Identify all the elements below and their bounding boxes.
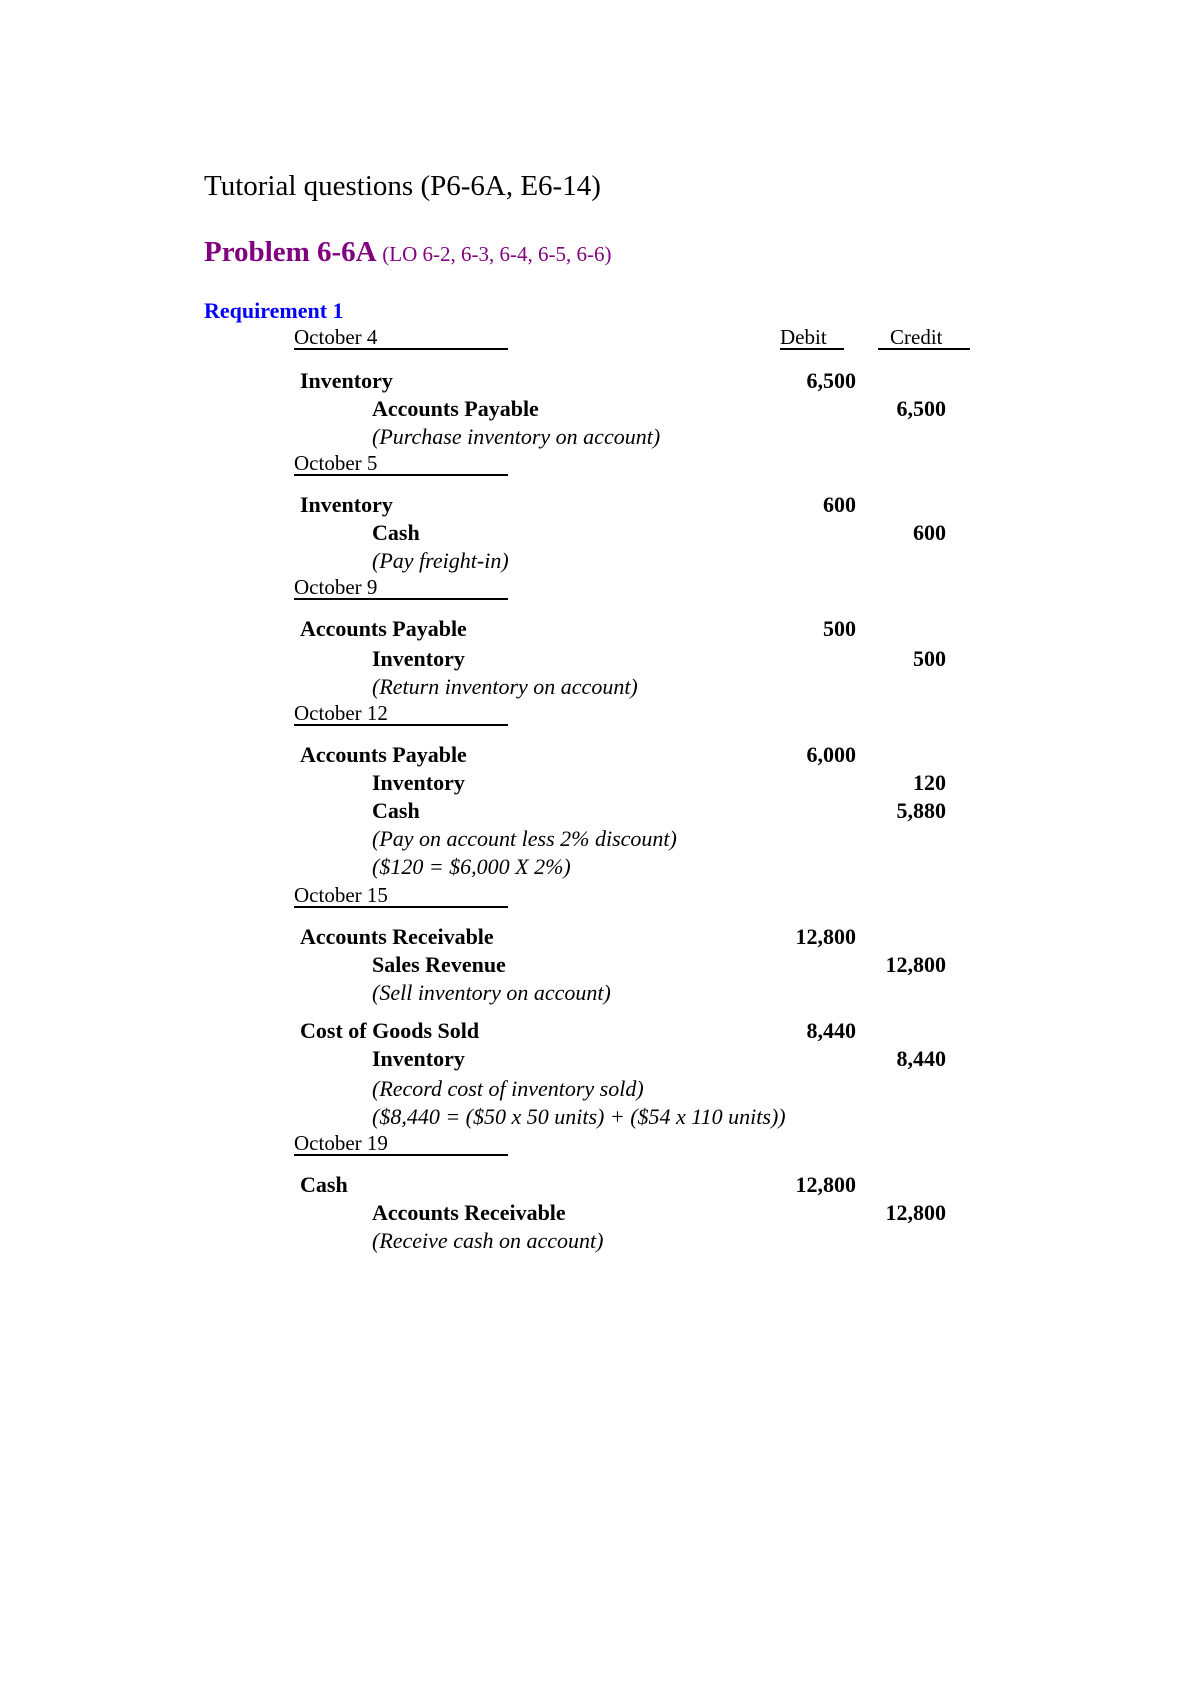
credit-amount: 8,440	[896, 1046, 946, 1071]
entry-note: ($120 = $6,000 X 2%)	[372, 854, 571, 879]
date-header: October 15	[294, 884, 508, 908]
account-credit: Cash	[372, 798, 420, 823]
debit-amount: 500	[823, 616, 856, 641]
account-debit: Accounts Payable	[300, 742, 467, 767]
requirement-title: Requirement 1	[204, 298, 344, 323]
account-credit: Accounts Payable	[372, 396, 539, 421]
debit-amount: 12,800	[795, 1172, 856, 1197]
account-debit: Accounts Payable	[300, 616, 467, 641]
account-debit: Cost of Goods Sold	[300, 1018, 480, 1043]
date-header: October 19	[294, 1132, 508, 1156]
entry-note: (Purchase inventory on account)	[372, 424, 661, 449]
credit-amount: 12,800	[885, 952, 946, 977]
credit-amount: 12,800	[885, 1200, 946, 1225]
entry-note: (Pay on account less 2% discount)	[372, 826, 677, 851]
entry-note: (Pay freight-in)	[372, 548, 509, 573]
credit-amount: 600	[913, 520, 946, 545]
credit-amount: 120	[913, 770, 946, 795]
account-credit: Inventory	[372, 1046, 465, 1071]
page-title: Tutorial questions (P6-6A, E6-14)	[204, 170, 601, 202]
date-header: October 12	[294, 702, 508, 726]
account-debit: Inventory	[300, 368, 393, 393]
account-credit: Sales Revenue	[372, 952, 506, 977]
account-debit: Accounts Receivable	[300, 924, 494, 949]
account-credit: Cash	[372, 520, 420, 545]
account-credit: Inventory	[372, 646, 465, 671]
account-debit: Inventory	[300, 492, 393, 517]
entry-note: ($8,440 = ($50 x 50 units) + ($54 x 110 units))	[372, 1104, 786, 1129]
debit-amount: 12,800	[795, 924, 856, 949]
problem-title: Problem 6-6A	[204, 236, 376, 268]
account-credit: Inventory	[372, 770, 465, 795]
entry-note: (Receive cash on account)	[372, 1228, 604, 1253]
debit-amount: 6,500	[806, 368, 856, 393]
debit-column-header: Debit	[780, 326, 844, 350]
credit-column-header: Credit	[878, 326, 970, 350]
debit-amount: 6,000	[806, 742, 856, 767]
problem-heading	[204, 236, 611, 269]
entry-note: (Return inventory on account)	[372, 674, 638, 699]
learning-objectives: (LO 6-2, 6-3, 6-4, 6-5, 6-6)	[382, 242, 612, 266]
entry-note: (Record cost of inventory sold)	[372, 1076, 644, 1101]
debit-amount: 600	[823, 492, 856, 517]
entry-note: (Sell inventory on account)	[372, 980, 611, 1005]
credit-amount: 500	[913, 646, 946, 671]
date-header: October 9	[294, 576, 508, 600]
credit-amount: 6,500	[896, 396, 946, 421]
date-header: October 5	[294, 452, 508, 476]
debit-amount: 8,440	[806, 1018, 856, 1043]
account-debit: Cash	[300, 1172, 348, 1197]
date-header: October 4	[294, 326, 508, 350]
credit-amount: 5,880	[896, 798, 946, 823]
account-credit: Accounts Receivable	[372, 1200, 566, 1225]
